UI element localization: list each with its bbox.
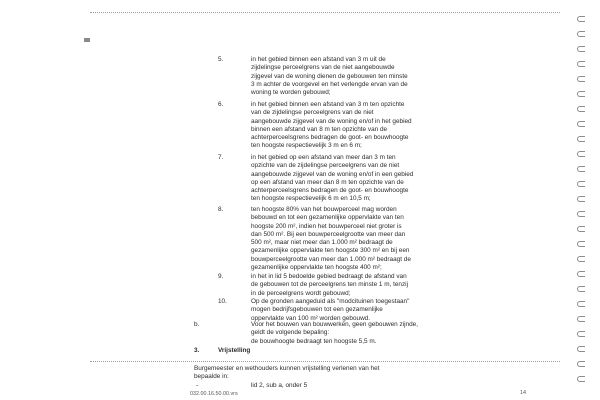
binding-ring xyxy=(577,181,585,187)
item-6-text: in het gebied binnen een afstand van 3 m ten opzichte van de zijdelingse perceelgrens van de niet aangebouwde zijgevel van de woning en/of in het gebied binnen een afstand van 8 m ten opzichte van de achterperceelsgrens bedragen de goot- en bouwhoogte ten hoogste respectievelijk 3 m en 6 m; xyxy=(251,101,412,150)
section-number: 3. xyxy=(194,347,200,354)
binding-ring xyxy=(577,346,585,352)
top-dotted-rule xyxy=(90,12,560,13)
binding-ring xyxy=(577,151,585,157)
binding-ring xyxy=(577,211,585,217)
item-8-text: ten hoogste 80% van het bouwperceel mag worden bebouwd en tot een gezamenlijke oppervlakte van ten hoogste 200 m², indien het bouwperceel niet groter is dan 500 m². Bij een bouwperceelgrootte van meer dan 500 m², maar niet meer dan 1.000 m² bedraagt de gezamenlijke oppervlakte ten hoogste 300 m² en bij een bouwperceelgrootte van meer dan 1.000 m² bedraagt de gezamenlijke oppervlakte ten hoogste 400 m²; xyxy=(251,206,411,272)
binding-ring xyxy=(577,361,585,367)
bottom-dotted-rule xyxy=(90,361,560,362)
section-title: Vrijstelling xyxy=(218,347,251,354)
binding-ring xyxy=(577,301,585,307)
binding-ring xyxy=(577,316,585,322)
item-7-text: in het gebied op een afstand van meer dan 3 m ten opzichte van de zijdelingse perceelgrens van de niet aangebouwde zijgevel van de woning en/of in een gebied op een afstand van meer dan 8 m ten opzichte van de achterperceelsgrens bedragen de goot- en bouwhoogte ten hoogste respectievelijk 6 m en 10,5 m; xyxy=(251,154,414,203)
binding-ring xyxy=(577,61,585,67)
binding-ring xyxy=(577,136,585,142)
item-9-number: 9. xyxy=(218,273,224,280)
item-5-text: in het gebied binnen een afstand van 3 m uit de zijdelingse perceelgrens van de niet aangebouwde zijgevel van de woning dienen de gebouwen ten minste 3 m achter de voorgevel en het verlengde ervan van de woning te worden gebouwd; xyxy=(251,56,408,97)
binding-ring xyxy=(577,121,585,127)
binding-ring xyxy=(577,241,585,247)
binding-ring xyxy=(577,331,585,337)
footer-page-number: 14 xyxy=(520,390,526,396)
intro-text: Burgemeester en wethouders kunnen vrijstelling verlenen van het bepaalde in: xyxy=(194,365,380,381)
spiral-binding xyxy=(567,8,589,393)
binding-ring xyxy=(577,196,585,202)
item-5-number: 5. xyxy=(218,56,224,63)
binding-ring xyxy=(577,46,585,52)
item-10-number: 10. xyxy=(218,298,227,305)
binding-ring xyxy=(577,376,585,382)
binding-ring xyxy=(577,16,585,22)
item-10-text: Op de gronden aangeduid als "modcituinen toegestaan" mogen bedrijfsgebouwen tot een gezamenlijke oppervlakte van 100 m² worden gebouwd. xyxy=(251,298,410,322)
binding-ring xyxy=(577,226,585,232)
item-6-number: 6. xyxy=(218,101,224,108)
binding-ring xyxy=(577,31,585,37)
binding-ring xyxy=(577,286,585,292)
binding-ring xyxy=(577,106,585,112)
sub-b-number: b. xyxy=(194,321,200,328)
binding-ring xyxy=(577,271,585,277)
binding-ring xyxy=(577,256,585,262)
sub-b-text: Voor het bouwen van bouwwerken, geen gebouwen zijnde, geldt de volgende bepaling: de bouwhoogte bedraagt ten hoogste 5,5 m. xyxy=(251,321,418,345)
clause-text: lid 2, sub a, onder 5 xyxy=(251,382,308,389)
footer-document-code: 032.00.16.50.00.vrs xyxy=(190,391,238,397)
binding-ring xyxy=(577,91,585,97)
page-corner-mark xyxy=(84,38,90,42)
item-9-text: in het in lid 5 bedoelde gebied bedraagt de afstand van de gebouwen tot de perceelgrens ten minste 1 m, tenzij in de perceelgrens wordt gebouwd; xyxy=(251,273,409,297)
clause-dash: - xyxy=(196,382,199,389)
binding-ring xyxy=(577,76,585,82)
item-8-number: 8. xyxy=(218,206,224,213)
binding-ring xyxy=(577,166,585,172)
item-7-number: 7. xyxy=(218,154,224,161)
